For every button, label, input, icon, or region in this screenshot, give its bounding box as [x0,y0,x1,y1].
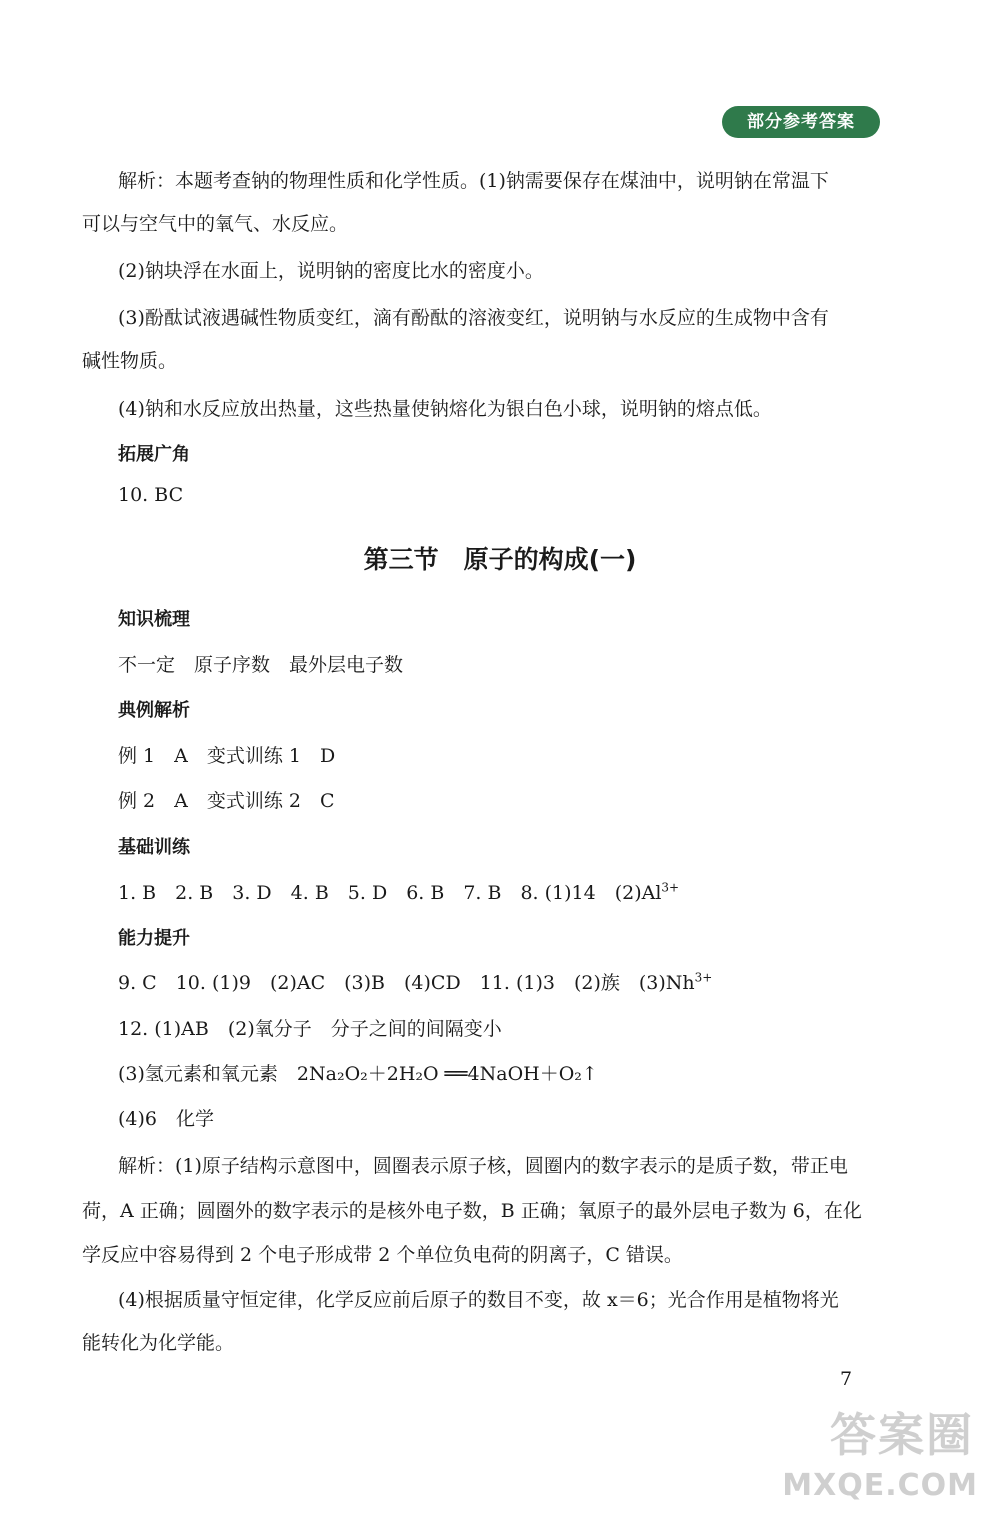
example-1: 例 1 A 变式训练 1 D [118,745,336,767]
analysis1-line1: 解析：本题考查钠的物理性质和化学性质。(1)钠需要保存在煤油中，说明钠在常温下 [118,170,829,192]
ability-line2: 12. (1)AB (2)氧分子 分子之间的间隔变小 [118,1018,502,1040]
knowledge-answer: 不一定 原子序数 最外层电子数 [118,654,404,676]
watermark-logo: 答案圈 [830,1408,974,1462]
page-number: 7 [840,1368,853,1390]
answer-key-badge: 部分参考答案 [722,106,880,138]
watermark-url: MXQE.COM [782,1468,978,1503]
analysis1-p3a: (3)酚酞试液遇碱性物质变红，滴有酚酞的溶液变红，说明钠与水反应的生成物中含有 [118,307,829,329]
analysis2-line3: 学反应中容易得到 2 个电子形成带 2 个单位负电荷的阴离子，C 错误。 [82,1244,683,1266]
analysis1-p4: (4)钠和水反应放出热量，这些热量使钠熔化为银白色小球，说明钠的熔点低。 [118,398,772,420]
analysis2-line5: 能转化为化学能。 [82,1332,235,1354]
analysis1-line2: 可以与空气中的氧气、水反应。 [82,213,349,235]
ability-line4: (4)6 化学 [118,1108,215,1130]
analysis1-p3b: 碱性物质。 [82,350,178,372]
basic-heading: 基础训练 [118,837,190,858]
chemical-equation: 2Na₂O₂＋2H₂O ══4NaOH＋O₂↑ [296,1063,598,1085]
analysis2-line4: (4)根据质量守恒定律，化学反应前后原子的数目不变，故 x＝6；光合作用是植物将光 [118,1289,839,1311]
ability-line1: 9. C 10. (1)9 (2)AC (3)B (4)CD 11. (1)3 (2)族 $(3)Nh^{3+}$ [118,970,713,994]
example-2: 例 2 A 变式训练 2 C [118,790,335,812]
expand-answer: 10. BC [118,484,184,506]
ability-heading: 能力提升 [118,928,190,949]
analysis2-line2: 荷，A 正确；圆圈外的数字表示的是核外电子数，B 正确；氧原子的最外层电子数为 6，在化 [82,1200,862,1222]
section-title: 第三节 原子的构成(一) [363,545,637,574]
basic-answers: 1. B 2. B 3. D 4. B 5. D 6. B 7. B 8. (1)14 $(2)Al^{3+}$ [118,880,680,904]
analysis2-line1: 解析：(1)原子结构示意图中，圆圈表示原子核，圆圈内的数字表示的是质子数，带正电 [118,1155,848,1177]
ability-line3: (3)氢元素和氧元素 2Na₂O₂＋2H₂O ══4NaOH＋O₂↑ [118,1063,598,1085]
expand-heading: 拓展广角 [118,444,190,465]
analysis1-p2: (2)钠块浮在水面上，说明钠的密度比水的密度小。 [118,260,544,282]
examples-heading: 典例解析 [118,700,190,721]
knowledge-heading: 知识梳理 [118,609,190,630]
